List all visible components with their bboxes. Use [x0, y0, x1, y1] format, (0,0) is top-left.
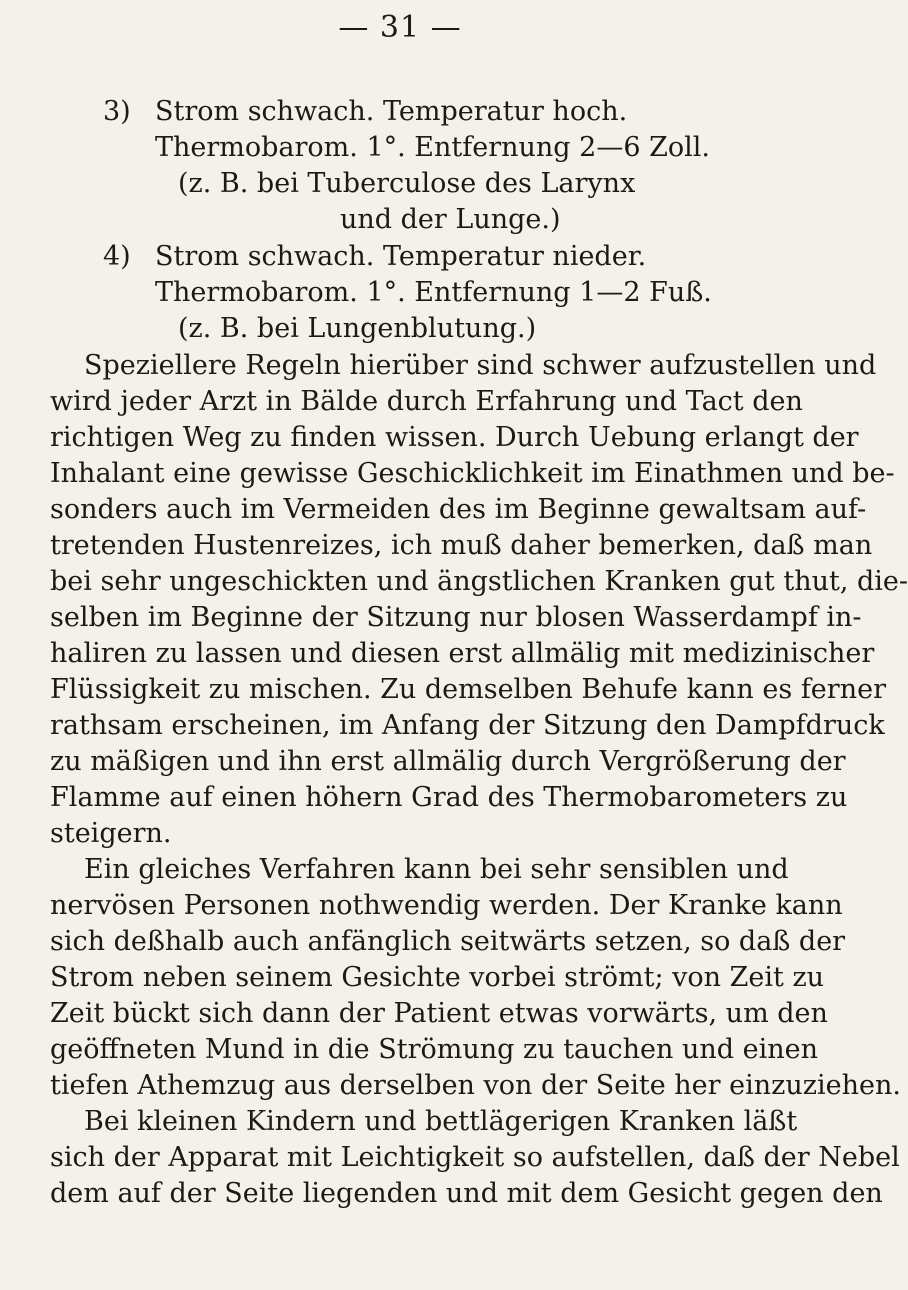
paragraph-1-line: wird jeder Arzt in Bälde durch Erfahrung und Tact den	[50, 386, 803, 417]
paragraph-1-line: rathsam erscheinen, im Anfang der Sitzung den Dampfdruck	[50, 710, 885, 741]
paragraph-1-line: bei sehr ungeschickten und ängstlichen Kranken gut thut, die-	[50, 566, 908, 597]
paragraph-1-line: Speziellere Regeln hierüber sind schwer aufzustellen und	[84, 350, 877, 381]
paragraph-2-line: Zeit bückt sich dann der Patient etwas vorwärts, um den	[50, 998, 828, 1029]
paragraph-1-line: selben im Beginne der Sitzung nur blosen Wasserdampf in-	[50, 602, 862, 633]
paragraph-3-line: dem auf der Seite liegenden und mit dem Gesicht gegen den	[50, 1178, 883, 1209]
list-3-line-2: Thermobarom. 1°. Entfernung 2—6 Zoll.	[155, 132, 710, 163]
paragraph-2-line: Ein gleiches Verfahren kann bei sehr sensiblen und	[84, 854, 789, 885]
paragraph-1-line: steigern.	[50, 818, 172, 849]
paragraph-2-line: Strom neben seinem Gesichte vorbei strömt; von Zeit zu	[50, 962, 825, 993]
list-3-line-1: Strom schwach. Temperatur hoch.	[155, 96, 628, 127]
paragraph-2-line: nervösen Personen nothwendig werden. Der Kranke kann	[50, 890, 843, 921]
paragraph-1-line: tretenden Hustenreizes, ich muß daher bemerken, daß man	[50, 530, 873, 561]
paragraph-3-line: sich der Apparat mit Leichtigkeit so aufstellen, daß der Nebel	[50, 1142, 900, 1173]
list-4-line-2: Thermobarom. 1°. Entfernung 1—2 Fuß.	[155, 277, 712, 308]
paragraph-3-line: Bei kleinen Kindern und bettlägerigen Kranken läßt	[84, 1106, 798, 1137]
paragraph-2-line: tiefen Athemzug aus derselben von der Seite her einzuziehen.	[50, 1070, 901, 1101]
list-label-3: 3)	[103, 96, 131, 127]
page-number: — 31 —	[338, 10, 462, 45]
paragraph-1-line: zu mäßigen und ihn erst allmälig durch Vergrößerung der	[50, 746, 846, 777]
list-label-4: 4)	[103, 241, 131, 272]
list-3-line-4: und der Lunge.)	[340, 204, 561, 235]
list-4-line-3: (z. B. bei Lungenblutung.)	[178, 313, 537, 344]
paragraph-1-line: haliren zu lassen und diesen erst allmälig mit medizinischer	[50, 638, 875, 669]
list-3-line-3: (z. B. bei Tuberculose des Larynx	[178, 168, 636, 199]
paragraph-2-line: sich deßhalb auch anfänglich seitwärts setzen, so daß der	[50, 926, 846, 957]
paragraph-1-line: Flüssigkeit zu mischen. Zu demselben Behufe kann es ferner	[50, 674, 886, 705]
paragraph-1-line: sonders auch im Vermeiden des im Beginne gewaltsam auf-	[50, 494, 867, 525]
paragraph-1-line: Inhalant eine gewisse Geschicklichkeit im Einathmen und be-	[50, 458, 895, 489]
paragraph-1-line: Flamme auf einen höhern Grad des Thermobarometers zu	[50, 782, 848, 813]
list-4-line-1: Strom schwach. Temperatur nieder.	[155, 241, 647, 272]
paragraph-1-line: richtigen Weg zu finden wissen. Durch Uebung erlangt der	[50, 422, 859, 453]
paragraph-2-line: geöffneten Mund in die Strömung zu tauchen und einen	[50, 1034, 819, 1065]
